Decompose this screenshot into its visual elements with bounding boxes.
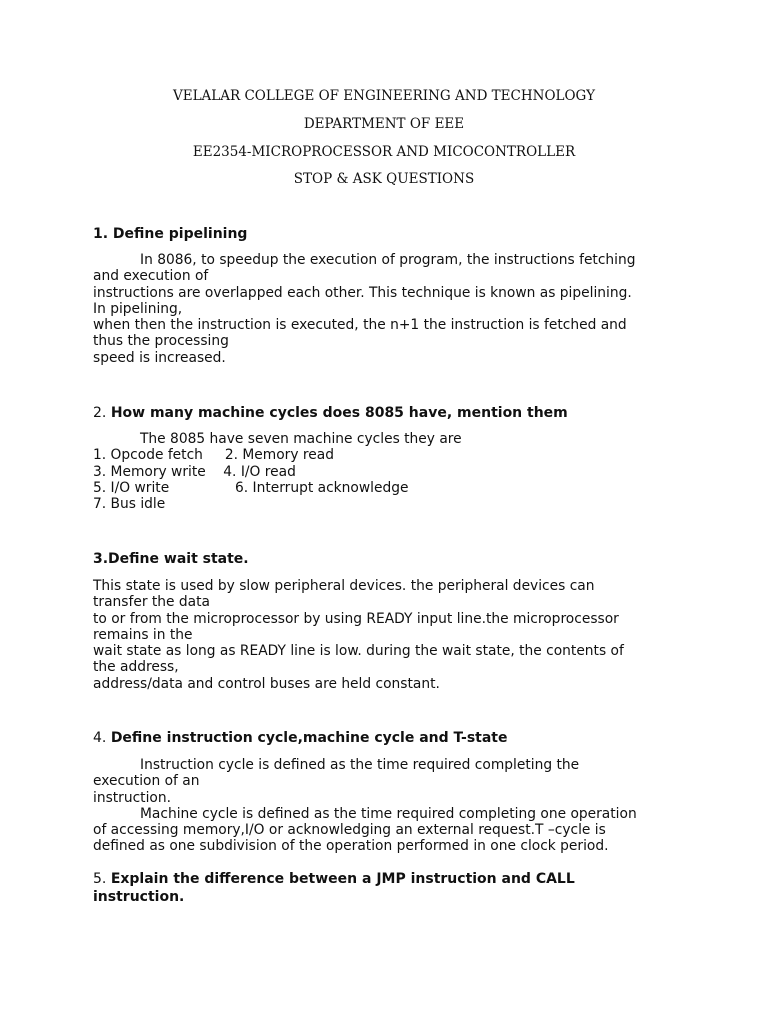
question-2-heading	[93, 404, 568, 422]
question-1-heading-text: 1. Define pipelining	[93, 226, 248, 242]
question-5-heading	[93, 870, 653, 906]
question-3-answer	[93, 578, 693, 692]
answer-line: to or from the microprocessor by using READY input line.the microprocessor	[93, 610, 619, 627]
question-1-heading	[93, 225, 247, 243]
document-title: STOP & ASK QUESTIONS	[293, 171, 475, 187]
answer-line: address/data and control buses are held constant.	[93, 675, 440, 692]
college-name: VELALAR COLLEGE OF ENGINEERING AND TECHNOLOGY	[172, 88, 596, 104]
answer-line: defined as one subdivision of the operation performed in one clock period.	[93, 838, 609, 855]
answer-line: when then the instruction is executed, the n+1 the instruction is fetched and	[93, 317, 627, 334]
answer-line: remains in the	[93, 626, 193, 643]
question-4-heading-text: Define instruction cycle,machine cycle and T-state	[110, 730, 508, 746]
question-3-heading-text: 3.Define wait state.	[93, 551, 249, 567]
course-title: EE2354-MICROPROCESSOR AND MICOCONTROLLER	[192, 144, 576, 160]
machine-cycle-list-line: 3. Memory write 4. I/O read	[93, 463, 296, 480]
machine-cycle-list-line: 7. Bus idle	[93, 496, 166, 513]
answer-line: In pipelining,	[93, 300, 183, 317]
answer-line: thus the processing	[93, 333, 229, 350]
answer-line: transfer the data	[93, 594, 210, 611]
question-5-number: 5.	[93, 871, 107, 887]
question-2-heading-text: How many machine cycles does 8085 have, mention them	[110, 405, 568, 421]
answer-line: of accessing memory,I/O or acknowledging an external request.T –cycle is	[93, 822, 606, 839]
question-1-answer	[93, 252, 693, 366]
question-5-heading-text: Explain the difference between a JMP instruction and CALL instruction.	[93, 871, 575, 905]
question-3-heading	[93, 550, 249, 568]
answer-line: the address,	[93, 659, 179, 676]
question-2-answer	[93, 431, 693, 512]
department-name: DEPARTMENT OF EEE	[303, 116, 465, 132]
question-4-answer	[93, 757, 693, 855]
answer-line: instruction.	[93, 789, 171, 806]
answer-line: In 8086, to speedup the execution of program, the instructions fetching	[140, 252, 636, 268]
question-2-number: 2.	[93, 405, 107, 421]
question-4-number: 4.	[93, 730, 107, 746]
answer-line: and execution of	[93, 268, 209, 285]
answer-line: speed is increased.	[93, 349, 226, 366]
answer-line: Instruction cycle is defined as the time required completing the	[140, 757, 580, 773]
answer-line: wait state as long as READY line is low. during the wait state, the contents of	[93, 643, 624, 660]
answer-line: instructions are overlapped each other. This technique is known as pipelining.	[93, 284, 632, 301]
answer-line: Machine cycle is defined as the time required completing one operation	[140, 805, 637, 822]
answer-line: execution of an	[93, 773, 200, 790]
answer-line: This state is used by slow peripheral devices. the peripheral devices can	[93, 578, 595, 594]
machine-cycle-list-line: 1. Opcode fetch 2. Memory read	[93, 447, 334, 464]
machine-cycle-list-line: 5. I/O write 6. Interrupt acknowledge	[93, 479, 409, 496]
answer-line: The 8085 have seven machine cycles they are	[140, 431, 462, 447]
question-4-heading	[93, 729, 508, 747]
